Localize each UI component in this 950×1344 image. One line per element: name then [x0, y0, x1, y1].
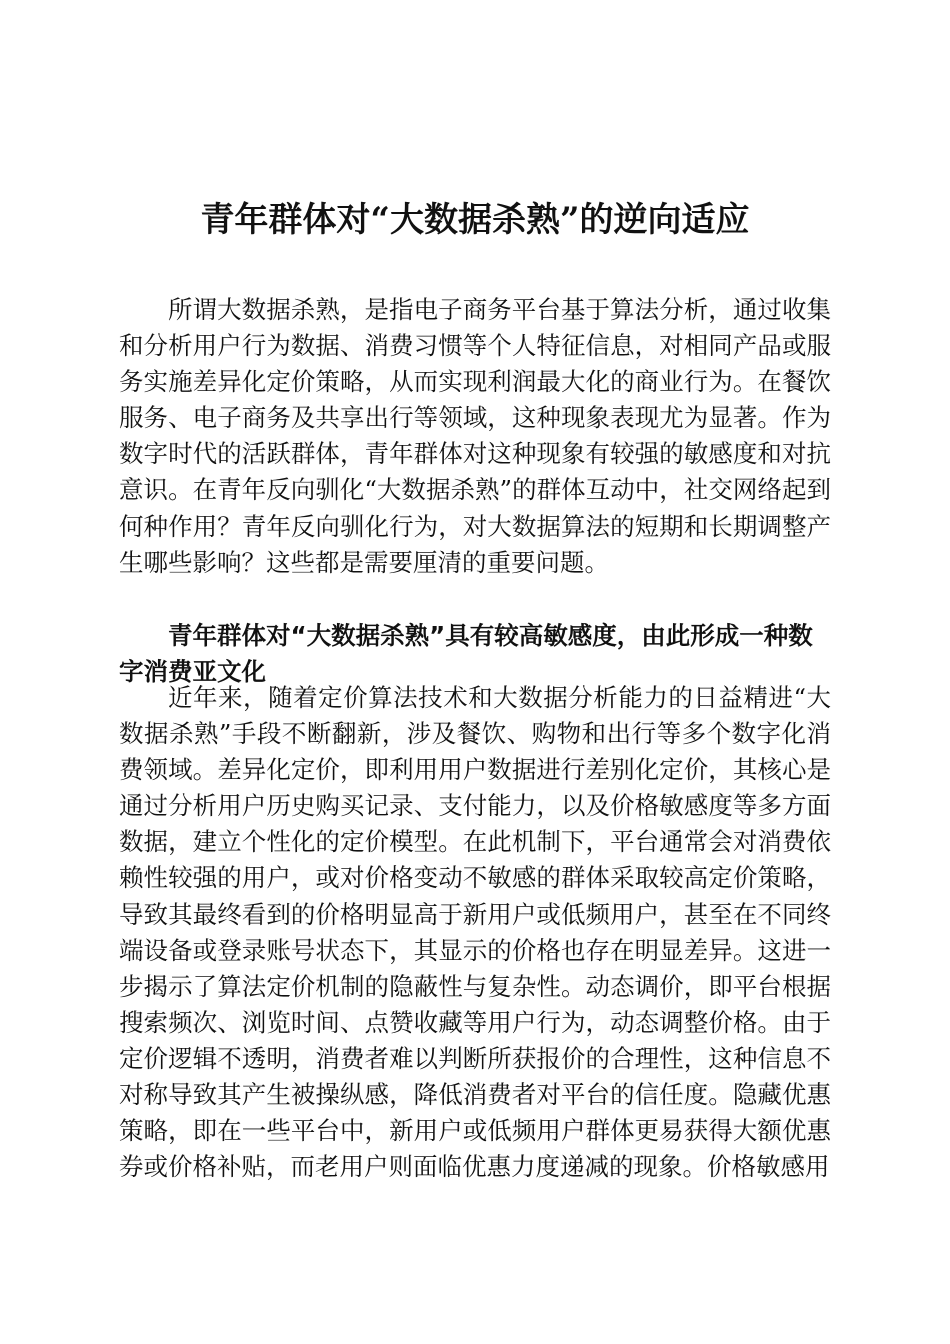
section-heading: 青年群体对“大数据杀熟”具有较高敏感度，由此形成一种数字消费亚文化 — [119, 621, 813, 687]
document-title: 青年群体对“大数据杀熟”的逆向适应 — [200, 200, 750, 240]
body-paragraph: 近年来，随着定价算法技术和大数据分析能力的日益精进“大数据杀熟”手段不断翻新，涉及餐饮、购物和出行等多个数字化消费领域。差异化定价，即利用用户数据进行差别化定价，其核心是通过分析用户历史购买记录、支付能力，以及价格敏感度等多方面数据，建立个性化的定价模型。在此机制下，平台通常会对消费依赖性较强的用户，或对价格变动不敏感的群体采取较高定价策略，导致其最终看到的价格明显高于新用户或低频用户，甚至在不同终端设备或登录账号状态下，其显示的价格也存在明显差异。这进一步揭示了算法定价机制的隐蔽性与复杂性。动态调价，即平台根据搜索频次、浏览时间、点赞收藏等用户行为，动态调整价格。由于定价逻辑不透明，消费者难以判断所获报价的合理性，这种信息不对称导致其产生被操纵感，降低消费者对平台的信任度。隐藏优惠策略，即在一些平台中，新用户或低频用户群体更易获得大额优惠券或价格补贴，而老用户则面临优惠力度递减的现象。价格敏感用 — [119, 683, 831, 1182]
intro-paragraph: 所谓大数据杀熟，是指电子商务平台基于算法分析，通过收集和分析用户行为数据、消费习惯等个人特征信息，对相同产品或服务实施差异化定价策略，从而实现利润最大化的商业行为。在餐饮服务、电子商务及共享出行等领域，这种现象表现尤为显著。作为数字时代的活跃群体，青年群体对这种现象有较强的敏感度和对抗意识。在青年反向驯化“大数据杀熟”的群体互动中，社交网络起到何种作用？青年反向驯化行为，对大数据算法的短期和长期调整产生哪些影响？这些都是需要厘清的重要问题。 — [119, 295, 831, 577]
